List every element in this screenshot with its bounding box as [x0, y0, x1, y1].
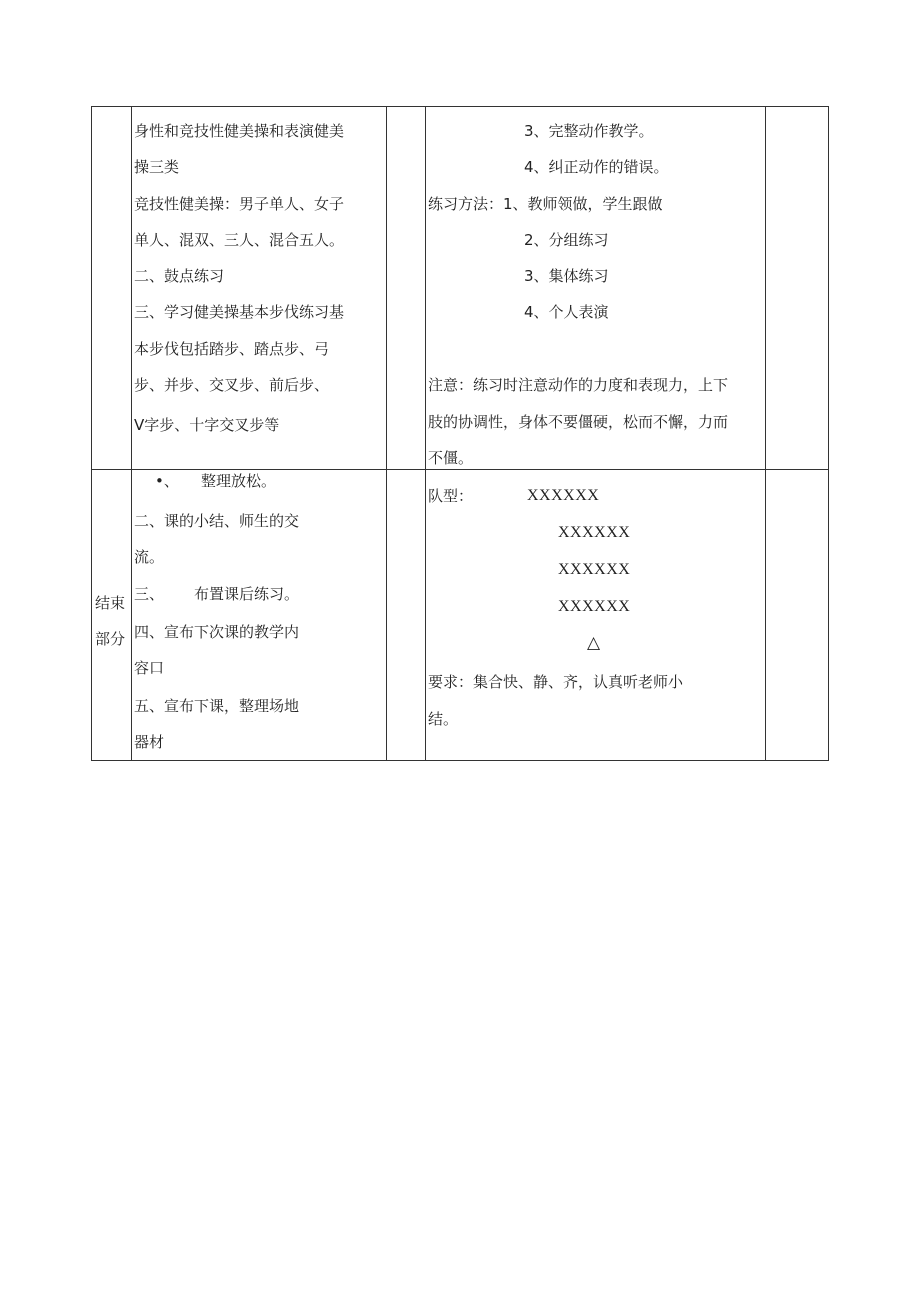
row1-method-line-1: 3、完整动作教学。 — [524, 122, 654, 140]
row2-item1-text: 整理放松。 — [201, 472, 277, 490]
row1-method-line-4: 2、分组练习 — [524, 231, 609, 249]
formation-row-4: XXXXXX — [558, 598, 631, 615]
row1-content-line-3: 竞技性健美操：男子单人、女子 — [134, 195, 345, 213]
table-border-right — [828, 106, 829, 761]
row1-content-line-2: 操三类 — [134, 158, 180, 176]
row1-method-line-2: 4、纠正动作的错误。 — [524, 158, 669, 176]
row1-method-line-6: 4、个人表演 — [524, 303, 609, 321]
row2-content-line-b4: 器材 — [134, 733, 165, 751]
row2-content-line-b2: 容口 — [134, 659, 165, 677]
row1-note-line-1: 注意：练习时注意动作的力度和表现力，上下 — [428, 376, 729, 394]
section-label-line-2: 部分 — [95, 630, 126, 648]
teacher-triangle-icon: △ — [587, 633, 601, 653]
row1-content-line-5: 二、鼓点练习 — [134, 267, 225, 285]
row1-content-line-8: 步、并步、交叉步、前后步、 — [134, 376, 330, 394]
row1-method-line-5: 3、集体练习 — [524, 267, 609, 285]
table-border-bottom — [91, 760, 829, 761]
row1-content-line-1: 身性和竞技性健美操和表演健美 — [134, 122, 345, 140]
row1-note-line-3: 不僵。 — [428, 449, 474, 467]
table-divider-col4 — [765, 106, 766, 761]
table-border-left — [91, 106, 92, 761]
formation-row-3: XXXXXX — [558, 561, 631, 578]
table-border-top — [91, 106, 829, 107]
row2-item3-marker: 三、 — [134, 585, 165, 603]
row1-content-line-7: 本步伐包括踏步、踏点步、弓 — [134, 340, 330, 358]
row1-content-line-9: V字步、十字交叉步等 — [134, 416, 280, 434]
requirement-line-1: 要求：集合快、静、齐，认真听老师小 — [428, 673, 684, 691]
formation-row-1: XXXXXX — [527, 487, 600, 504]
requirement-line-2: 结。 — [428, 710, 459, 728]
row1-content-line-6: 三、学习健美操基本步伐练习基 — [134, 303, 345, 321]
row2-content-line-a2: 流。 — [134, 548, 165, 566]
table-divider-col3 — [425, 106, 426, 761]
row1-method-line-3: 练习方法：1、教师领做，学生跟做 — [428, 195, 663, 213]
row2-content-line-b3: 五、宣布下课，整理场地 — [134, 697, 300, 715]
table-row-divider — [91, 469, 829, 470]
section-label-line-1: 结束 — [95, 594, 126, 612]
row1-note-line-2: 肢的协调性，身体不要僵硬，松而不懈，力而 — [428, 413, 729, 431]
table-divider-col2 — [386, 106, 387, 761]
row2-content-line-a1: 二、课的小结、师生的交 — [134, 512, 300, 530]
table-divider-col1 — [131, 106, 132, 761]
formation-label: 队型： — [428, 487, 474, 505]
row1-content-line-4: 单人、混双、三人、混合五人。 — [134, 231, 345, 249]
row2-item3-text: 布置课后练习。 — [194, 585, 300, 603]
row2-content-line-b1: 四、宣布下次课的教学内 — [134, 623, 300, 641]
formation-row-2: XXXXXX — [558, 524, 631, 541]
row2-item1-marker: •、 — [155, 472, 179, 490]
